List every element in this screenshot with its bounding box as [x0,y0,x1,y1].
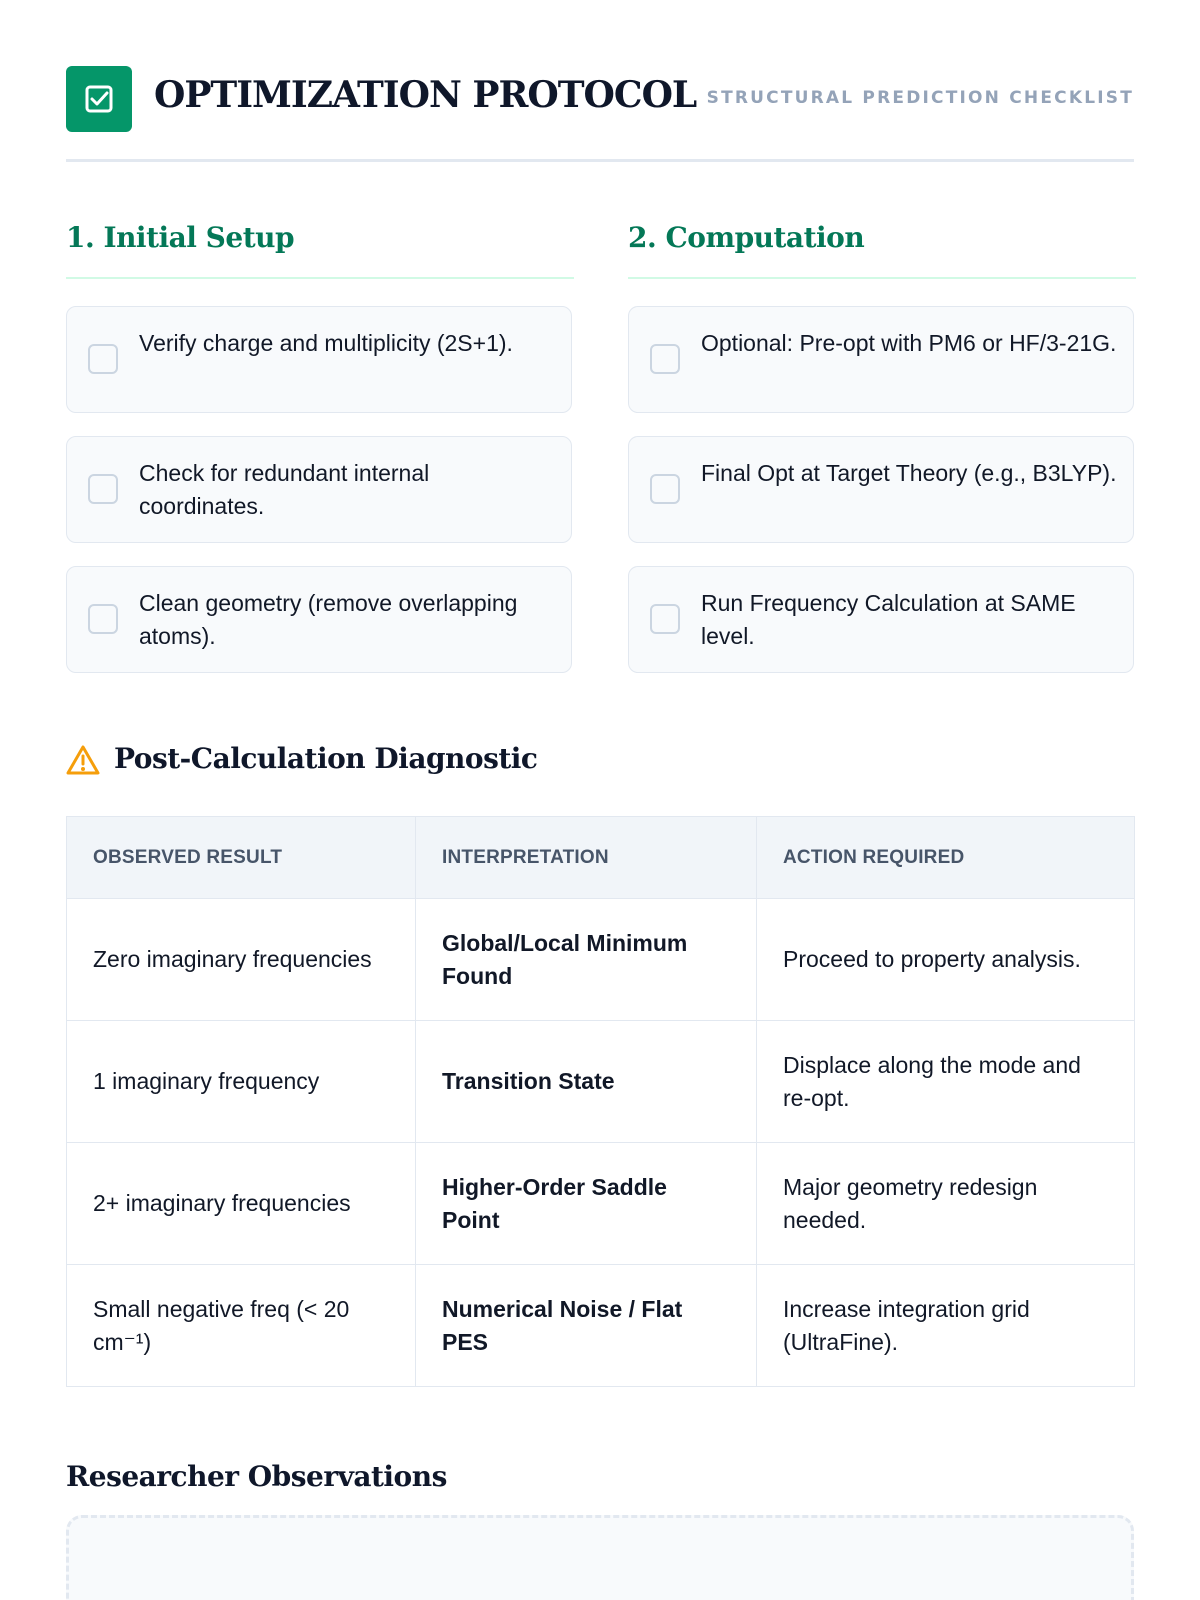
header-divider [66,159,1134,162]
diagnostic-header-row [67,817,1135,899]
page-header [66,66,1134,162]
interpretation-cell: Numerical Noise / Flat PES [416,1265,757,1387]
initial-setup-divider [66,277,574,279]
observed-result-cell: 1 imaginary frequency [67,1021,416,1143]
interpretation-cell: Higher-Order Saddle Point [416,1143,757,1265]
checklist-checkbox[interactable] [88,474,118,504]
action-required-cell: Increase integration grid (UltraFine). [757,1265,1135,1387]
observations-title: Researcher Observations [66,1460,447,1493]
interpretation-cell: Global/Local Minimum Found [416,899,757,1021]
checklist-checkbox[interactable] [88,344,118,374]
observed-result-cell: 2+ imaginary frequencies [67,1143,416,1265]
checklist-item[interactable] [66,436,572,543]
checklist-checkbox[interactable] [88,604,118,634]
checklist-item-label: Verify charge and multiplicity (2S+1). [139,330,513,356]
action-required-header: ACTION REQUIRED [757,817,1135,899]
page-subtitle: STRUCTURAL PREDICTION CHECKLIST [706,88,1134,108]
checklist-checkbox[interactable] [650,604,680,634]
interpretation-header: INTERPRETATION [416,817,757,899]
table-row [67,1021,1135,1143]
table-row [67,899,1135,1021]
observed-result-header: OBSERVED RESULT [67,817,416,899]
checklist-item-label: Final Opt at Target Theory (e.g., B3LYP). [701,460,1117,486]
observations-input[interactable] [66,1515,1134,1600]
page-title: OPTIMIZATION PROTOCOL [154,74,697,116]
observed-result-cell: Zero imaginary frequencies [67,899,416,1021]
table-row [67,1265,1135,1387]
action-required-cell: Proceed to property analysis. [757,899,1135,1021]
checklist-item[interactable] [66,306,572,413]
observed-result-cell: Small negative freq (< 20 cm⁻¹) [67,1265,416,1387]
computation-heading: 2. Computation [628,221,865,254]
action-required-cell: Major geometry redesign needed. [757,1143,1135,1265]
initial-setup-section [66,221,574,649]
checklist-item[interactable] [628,566,1134,673]
checklist-item-label: Run Frequency Calculation at SAME level. [701,590,1076,649]
checklist-item[interactable] [628,436,1134,543]
checklist-item-label: Check for redundant internal coordinates. [139,460,430,519]
checkbox-icon [66,66,132,132]
diagnostic-table [66,816,1135,1387]
checklist-item[interactable] [66,566,572,673]
interpretation-cell: Transition State [416,1021,757,1143]
computation-divider [628,277,1136,279]
action-required-cell: Displace along the mode and re-opt. [757,1021,1135,1143]
diagnostic-title: Post-Calculation Diagnostic [114,742,538,775]
checklist-item-label: Clean geometry (remove overlapping atoms). [139,590,518,649]
checklist-item-label: Optional: Pre-opt with PM6 or HF/3-21G. [701,330,1117,356]
warning-icon [66,744,100,778]
checklist-item[interactable] [628,306,1134,413]
checklist-checkbox[interactable] [650,344,680,374]
computation-section [628,221,1136,649]
table-row [67,1143,1135,1265]
checklist-checkbox[interactable] [650,474,680,504]
initial-setup-heading: 1. Initial Setup [66,221,295,254]
